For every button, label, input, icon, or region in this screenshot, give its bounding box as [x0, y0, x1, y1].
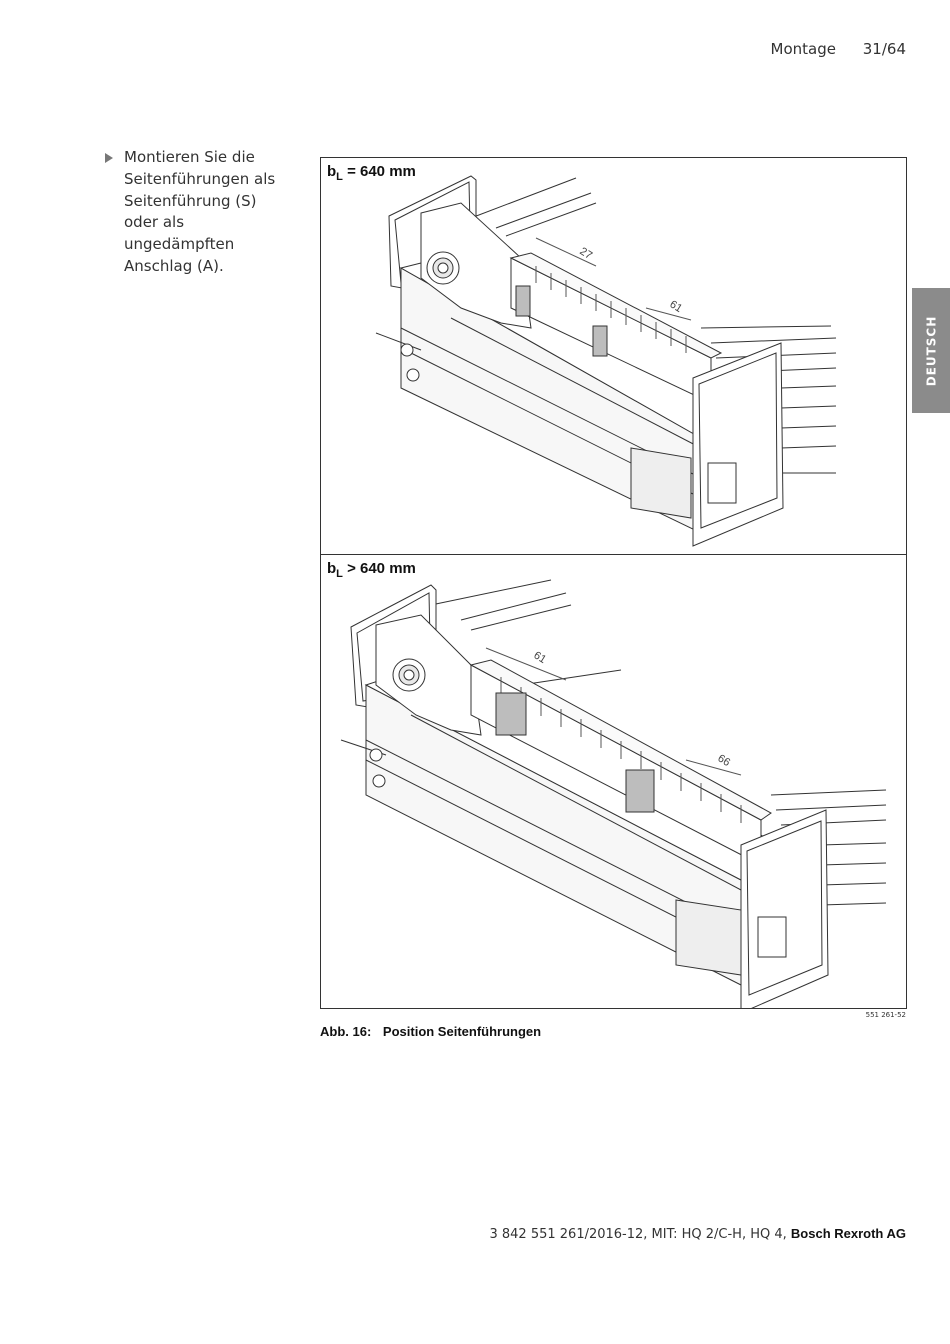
panel-bottom-label: $b_L > 640$ mm: [327, 560, 416, 580]
caption-title: Position Seitenführungen: [382, 1024, 542, 1039]
dimension-label-b: 61: [667, 298, 685, 316]
rail-assembly-illustration-bottom: [321, 555, 906, 1008]
dimension-label-a: 61: [531, 649, 549, 667]
bullet-triangle-icon: [105, 153, 113, 163]
rail-assembly-illustration-top: [321, 158, 906, 554]
instruction-step: [105, 147, 295, 278]
section-title: Montage: [770, 40, 836, 58]
figure-reference: 551 261-52: [865, 1011, 906, 1019]
panel-top-label: $b_L = 640$ mm: [327, 163, 416, 183]
figure-panel-top: [321, 158, 906, 555]
language-tab[interactable]: [912, 288, 950, 413]
instruction-text: Montieren Sie die Seitenführungen als Seitenführung (S) oder als ungedämpften Anschlag (A).: [124, 148, 276, 275]
footer-doc-info: 3 842 551 261/2016-12, MIT: HQ 2/C-H, HQ 4,: [489, 1227, 791, 1242]
figure-box: [320, 157, 907, 1009]
dimension-label-b: 66: [715, 752, 733, 770]
page-number: 31/64: [862, 40, 906, 58]
page-header: [771, 40, 906, 58]
language-tab-label: DEUTSCH: [924, 315, 938, 386]
figure-panel-bottom: [321, 555, 906, 1008]
figure-caption: [320, 1024, 541, 1039]
footer-company: Bosch Rexroth AG: [790, 1226, 906, 1241]
dimension-label-a: 27: [577, 245, 595, 263]
caption-label: Abb. 16:: [320, 1024, 372, 1039]
page-footer: [489, 1226, 906, 1242]
